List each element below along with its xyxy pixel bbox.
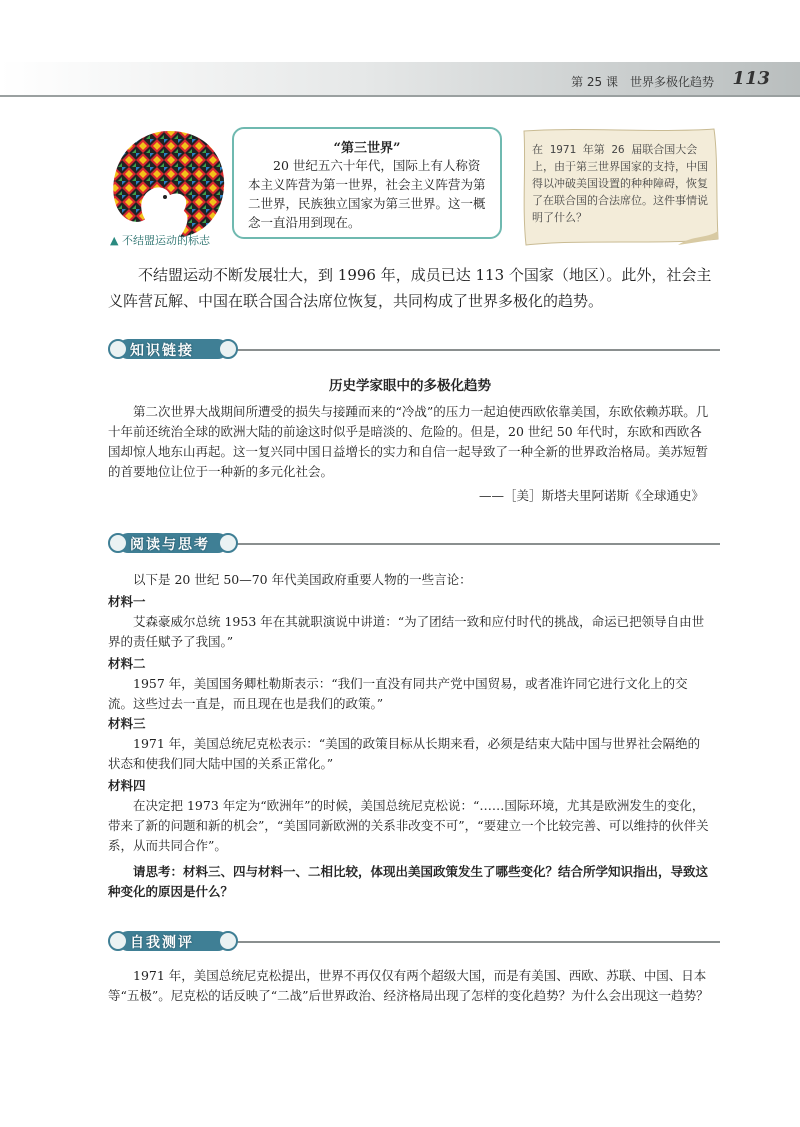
non-aligned-logo [108, 125, 230, 243]
knowledge-link-source: ——［美］斯塔夫里阿诺斯《全球通史》 [478, 488, 704, 503]
self-test-header [108, 928, 720, 954]
material-2 [108, 654, 712, 714]
header-rule [0, 95, 800, 97]
logo-caption [110, 232, 210, 248]
material-text: 1971 年，美国总统尼克松表示：“美国的政策目标从长期来看，必须是结束大陆中国与世界社会隔绝的状态和使我们同大陆中国的关系正常化。” [108, 736, 701, 771]
material-4 [108, 776, 712, 856]
material-text: 在决定把 1973 年定为“欧洲年”的时候，美国总统尼克松说：“……国际环境，尤其是欧洲发生的变化，带来了新的问题和新的机会”，“美国同新欧洲的关系非改变不可”，“要建立一个比较完善、可以维持的伙伴关系，从而共同合作”。 [108, 798, 709, 853]
knowledge-link-header [108, 336, 720, 362]
material-text: 1957 年，美国国务卿杜勒斯表示：“我们一直没有同共产党中国贸易，或者准许同它进行文化上的交流。这些过去一直是，而且现在也是我们的政策。” [108, 676, 688, 711]
main-paragraph: 不结盟运动不断发展壮大，到 1996 年，成员已达 113 个国家（地区）。此外，社会主义阵营瓦解、中国在联合国合法席位恢复，共同构成了世界多极化的趋势。 [108, 266, 712, 310]
reading-header [108, 530, 720, 556]
self-test-text: 1971 年，美国总统尼克松提出，世界不再仅仅有两个超级大国，而是有美国、西欧、苏联、中国、日本等“五极”。尼克松的话反映了“二战”后世界政治、经济格局出现了怎样的变化趋势？为什么会出现这一趋势？ [108, 968, 709, 1003]
material-3 [108, 714, 712, 774]
section-rule [236, 543, 720, 545]
section-rule [236, 349, 720, 351]
reading-question: 请思考：材料三、四与材料一、二相比较，体现出美国政策发生了哪些变化？结合所学知识指出，导致这种变化的原因是什么？ [108, 864, 709, 899]
note-card [518, 127, 720, 247]
third-world-box [232, 127, 502, 239]
page-number: 113 [732, 68, 770, 89]
self-test-label: 自我测评 [130, 935, 194, 951]
knowledge-link-label: 知识链接 [130, 343, 194, 359]
knowledge-link-text: 第二次世界大战期间所遭受的损失与接踵而来的“冷战”的压力一起迫使西欧依靠美国，东欧依赖苏联。几十年前还统治全球的欧洲大陆的前途这时似乎是暗淡的、危险的。但是，20 世纪 50 年代时，东欧和西欧各国却惊人地东山再起。这一复兴同中国日益增长的实力和自信一起导致了一种全新的世界政治格局。美苏短暂的首要地位让位于一种新的多元化社会。 [108, 404, 709, 479]
material-text: 艾森豪威尔总统 1953 年在其就职演说中讲道：“为了团结一致和应付时代的挑战，命运已把领导自由世界的责任赋予了我国。” [108, 614, 705, 649]
knowledge-link-title: 历史学家眼中的多极化趋势 [329, 378, 491, 394]
section-rule [236, 941, 720, 943]
triangle-marker-icon: ▲ [110, 234, 119, 247]
material-title: 材料三 [108, 716, 146, 731]
reading-intro: 以下是 20 世纪 50—70 年代美国政府重要人物的一些言论： [133, 572, 472, 587]
material-1 [108, 592, 712, 652]
reading-label: 阅读与思考 [130, 537, 210, 553]
material-title: 材料二 [108, 656, 146, 671]
material-title: 材料四 [108, 778, 146, 793]
note-text: 在 1971 年第 26 届联合国大会上，由于第三世界国家的支持，中国得以冲破美国设置的种种障碍，恢复了在联合国的合法席位。这件事情说明了什么？ [532, 143, 708, 224]
material-title: 材料一 [108, 594, 146, 609]
dove-emblem-icon [108, 125, 230, 243]
logo-caption-text: 不结盟运动的标志 [121, 234, 210, 247]
third-world-title: “第三世界” [333, 141, 401, 156]
lesson-title: 第 25 课 世界多极化趋势 [571, 75, 714, 89]
third-world-text: 20 世纪五六十年代，国际上有人称资本主义阵营为第一世界，社会主义阵营为第二世界，民族独立国家为第三世界。这一概念一直沿用到现在。 [248, 158, 486, 230]
